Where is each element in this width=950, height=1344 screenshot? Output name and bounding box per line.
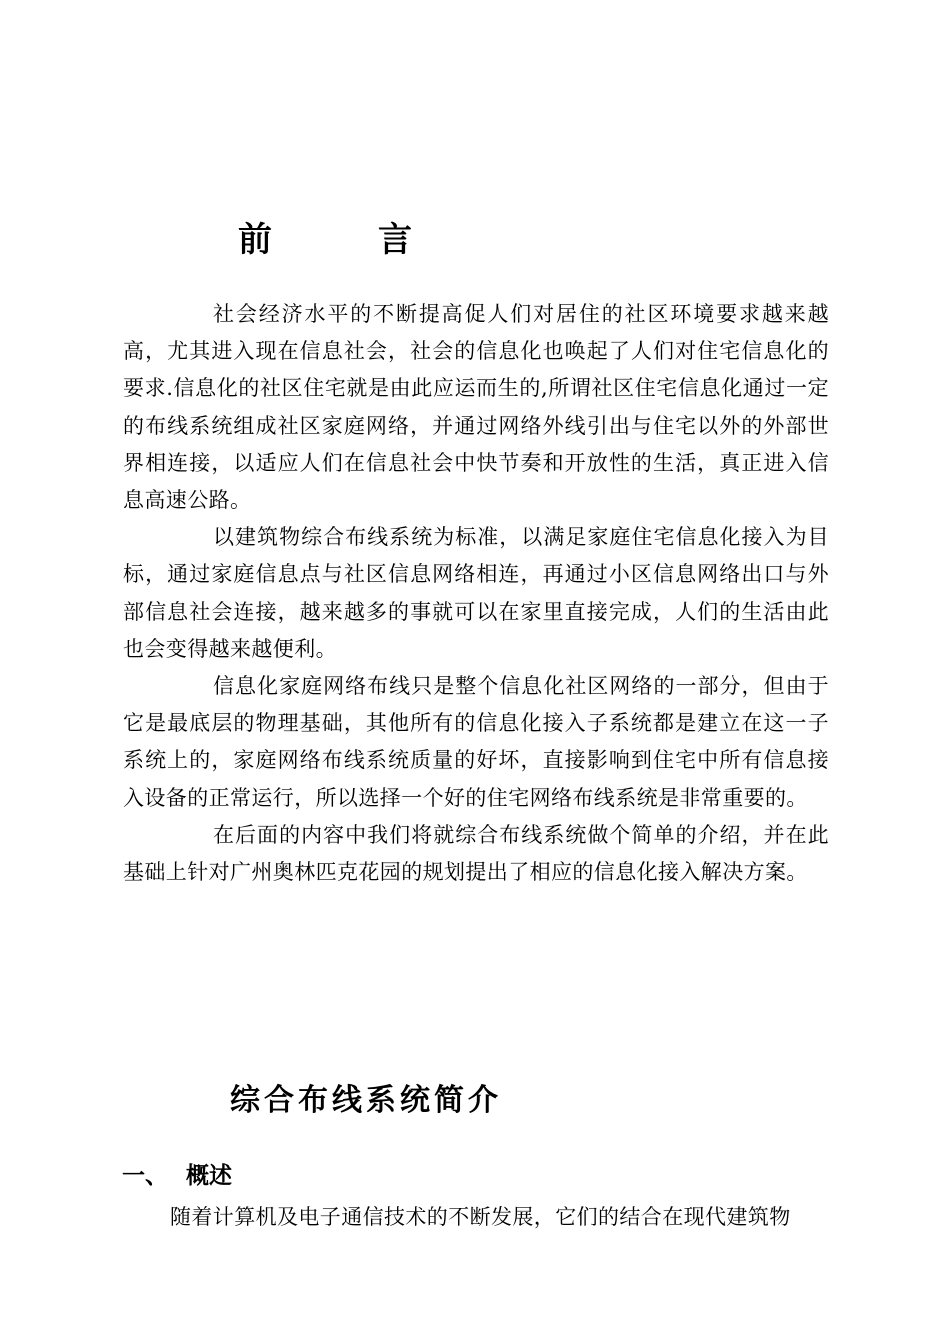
overview-first-line: 随着计算机及电子通信技术的不断发展，它们的结合在现代建筑物 [170,1205,791,1229]
preface-title [238,214,438,266]
preface-title-char-2: 言 [378,220,412,260]
preface-title-char-1: 前 [238,220,272,260]
heading-text: 概述 [186,1163,232,1189]
heading-number: 一、 [122,1163,168,1189]
preface-paragraph-2: 以建筑物综合布线系统为标准，以满足家庭住宅信息化接入为目标，通过家庭信息点与社区信息网络相连，再通过小区信息网络出口与外部信息社会连接，越来越多的事就可以在家里直接完成，人们的生活由此也会变得越来越便利。 [123,525,829,661]
section-title: 综合布线系统简介 [230,1083,502,1118]
preface-body [123,296,829,891]
preface-paragraph-1: 社会经济水平的不断提高促人们对居住的社区环境要求越来越高，尤其进入现在信息社会，社会的信息化也唤起了人们对住宅信息化的要求.信息化的社区住宅就是由此应运而生的,所谓社区住宅信息化通过一定的布线系统组成社区家庭网络，并通过网络外线引出与住宅以外的外部世界相连接，以适应人们在信息社会中快节奏和开放性的生活，真正进入信息高速公路。 [123,302,829,513]
preface-paragraph-4: 在后面的内容中我们将就综合布线系统做个简单的介绍，并在此基础上针对广州奥林匹克花园的规划提出了相应的信息化接入解决方案。 [123,822,829,885]
preface-paragraph-3: 信息化家庭网络布线只是整个信息化社区网络的一部分，但由于它是最底层的物理基础，其他所有的信息化接入子系统都是建立在这一子系统上的，家庭网络布线系统质量的好坏，直接影响到住宅中所有信息接入设备的正常运行，所以选择一个好的住宅网络布线系统是非常重要的。 [123,674,829,810]
